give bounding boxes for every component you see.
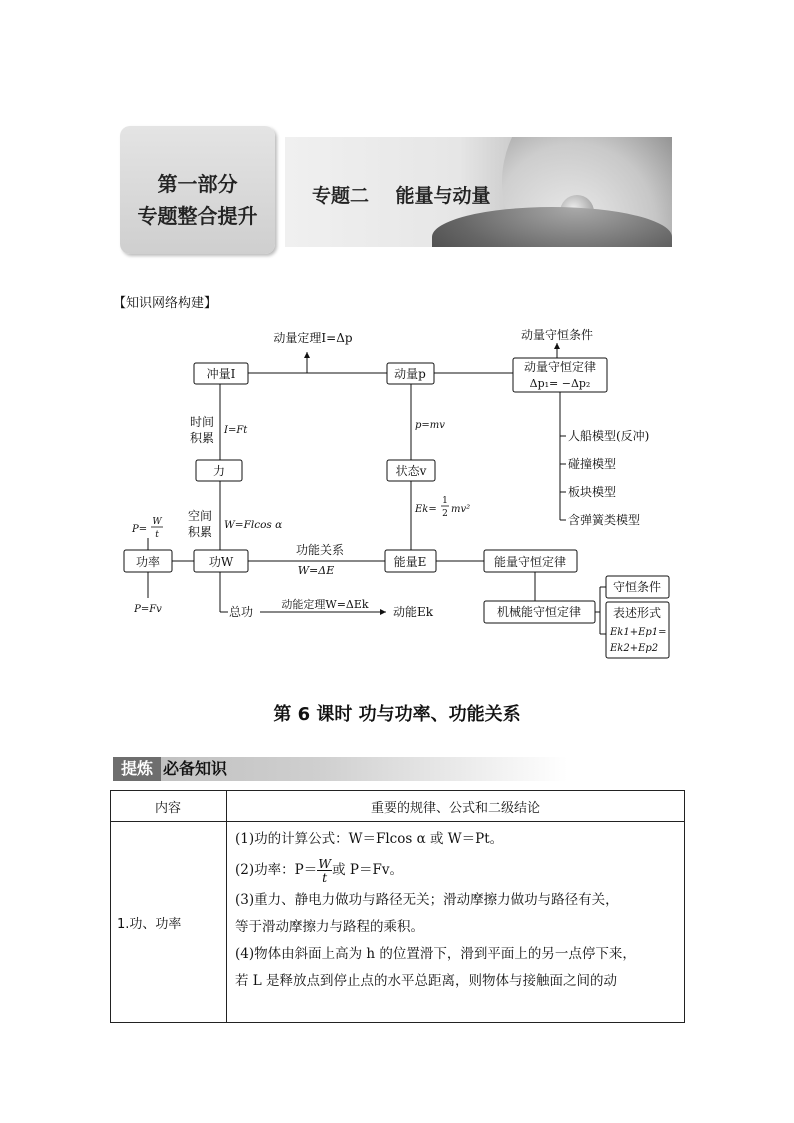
model-4: 含弹簧类模型 xyxy=(568,513,641,527)
rule-line-2 xyxy=(235,853,678,887)
i-eq: I=Ft xyxy=(224,425,248,436)
ek-den: 2 xyxy=(442,509,448,519)
lesson-title: 第 6 课时 功与功率、功能关系 xyxy=(273,704,521,725)
mech-cons-label: 机械能守恒定律 xyxy=(496,605,582,619)
knowledge-table xyxy=(110,790,685,1023)
topic-title: 专题二 能量与动量 xyxy=(312,185,491,207)
total-work-label: 总功 xyxy=(229,605,254,619)
knowledge-bar xyxy=(113,757,568,781)
conservation-cond-label: 动量守恒条件 xyxy=(520,328,594,342)
theorem-label: 动量定理I=Δp xyxy=(273,331,353,345)
rule-line-2a: (2)功率：P＝ xyxy=(235,862,318,878)
rule-line-6: 若 L 是释放点到停止点的水平总距离，则物体与接触面之间的动 xyxy=(235,973,618,989)
expr-eq1: Ek1+Ep1= xyxy=(610,627,667,638)
p-eq: p=mv xyxy=(415,420,445,431)
rule-line-5: (4)物体由斜面上高为 h 的位置滑下，滑到平面上的另一点停下来， xyxy=(235,946,636,962)
expr-eq2: Ek2+Ep2 xyxy=(610,643,659,654)
power-label: 功率 xyxy=(135,555,161,569)
cons-cond-label: 守恒条件 xyxy=(612,580,662,594)
work-label: 功W xyxy=(208,555,234,569)
row1-content xyxy=(227,822,685,1023)
expr-form-label: 表述形式 xyxy=(612,606,662,620)
rule-line-3: (3)重力、静电力做功与路径无关；滑动摩擦力做功与路径有关， xyxy=(235,892,619,908)
func-rel-label: 功能关系 xyxy=(295,543,345,557)
space-accum-2: 积累 xyxy=(188,525,213,539)
header-rules: 重要的规律、公式和二级结论 xyxy=(227,791,685,822)
row1-label: 1.功、功率 xyxy=(111,822,227,1023)
power-fraction-num: W xyxy=(318,856,332,871)
p-w-num: W xyxy=(152,517,162,527)
p-w-den: t xyxy=(155,530,159,540)
ek-lhs: Ek= xyxy=(415,504,437,515)
space-accum-1: 空间 xyxy=(188,509,213,523)
ek-num: 1 xyxy=(442,496,448,506)
rule-line-1: (1)功的计算公式：W＝Flcos α 或 W＝Pt。 xyxy=(235,831,504,847)
w-de-label: W=ΔE xyxy=(297,564,335,577)
p-fv: P=Fv xyxy=(134,604,162,615)
rule-line-4: 等于滑动摩擦力与路程的乘积。 xyxy=(235,919,424,935)
energy-label: 能量E xyxy=(393,555,427,569)
header-content: 内容 xyxy=(111,791,227,822)
impulse-label: 冲量I xyxy=(206,367,236,381)
part-subtitle: 专题整合提升 xyxy=(137,204,258,228)
conservation-eq: Δp₁= −Δp₂ xyxy=(529,377,591,390)
power-fraction-den: t xyxy=(322,870,328,885)
knowledge-bar-title: 必备知识 xyxy=(163,759,228,778)
ek-rhs: mv² xyxy=(451,504,471,515)
model-3: 板块模型 xyxy=(568,485,617,499)
conservation-law-label: 动量守恒定律 xyxy=(523,360,597,374)
table-header-row xyxy=(111,791,685,822)
section-label: 【知识网络构建】 xyxy=(113,296,218,311)
model-2: 碰撞模型 xyxy=(568,457,617,471)
time-accum-1: 时间 xyxy=(190,415,215,429)
table-row xyxy=(111,822,685,1023)
power-fraction xyxy=(317,857,332,884)
p-w-lhs: P= xyxy=(132,524,148,535)
force-label: 力 xyxy=(212,464,226,478)
part-title: 第一部分 xyxy=(157,172,238,196)
knowledge-bar-prefix: 提炼 xyxy=(113,757,161,781)
energy-cons-label: 能量守恒定律 xyxy=(493,555,567,569)
state-label: 状态v xyxy=(395,464,427,478)
ke-theorem-label: 动能定理W=ΔEk xyxy=(281,598,369,611)
momentum-label: 动量p xyxy=(394,367,426,381)
time-accum-2: 积累 xyxy=(190,431,215,445)
kinetic-label: 动能Ek xyxy=(393,605,434,619)
rule-line-2b: 或 P＝Fv。 xyxy=(332,862,403,878)
w-eq: W=Flcos α xyxy=(224,519,283,531)
model-1: 人船模型(反冲) xyxy=(568,429,650,443)
